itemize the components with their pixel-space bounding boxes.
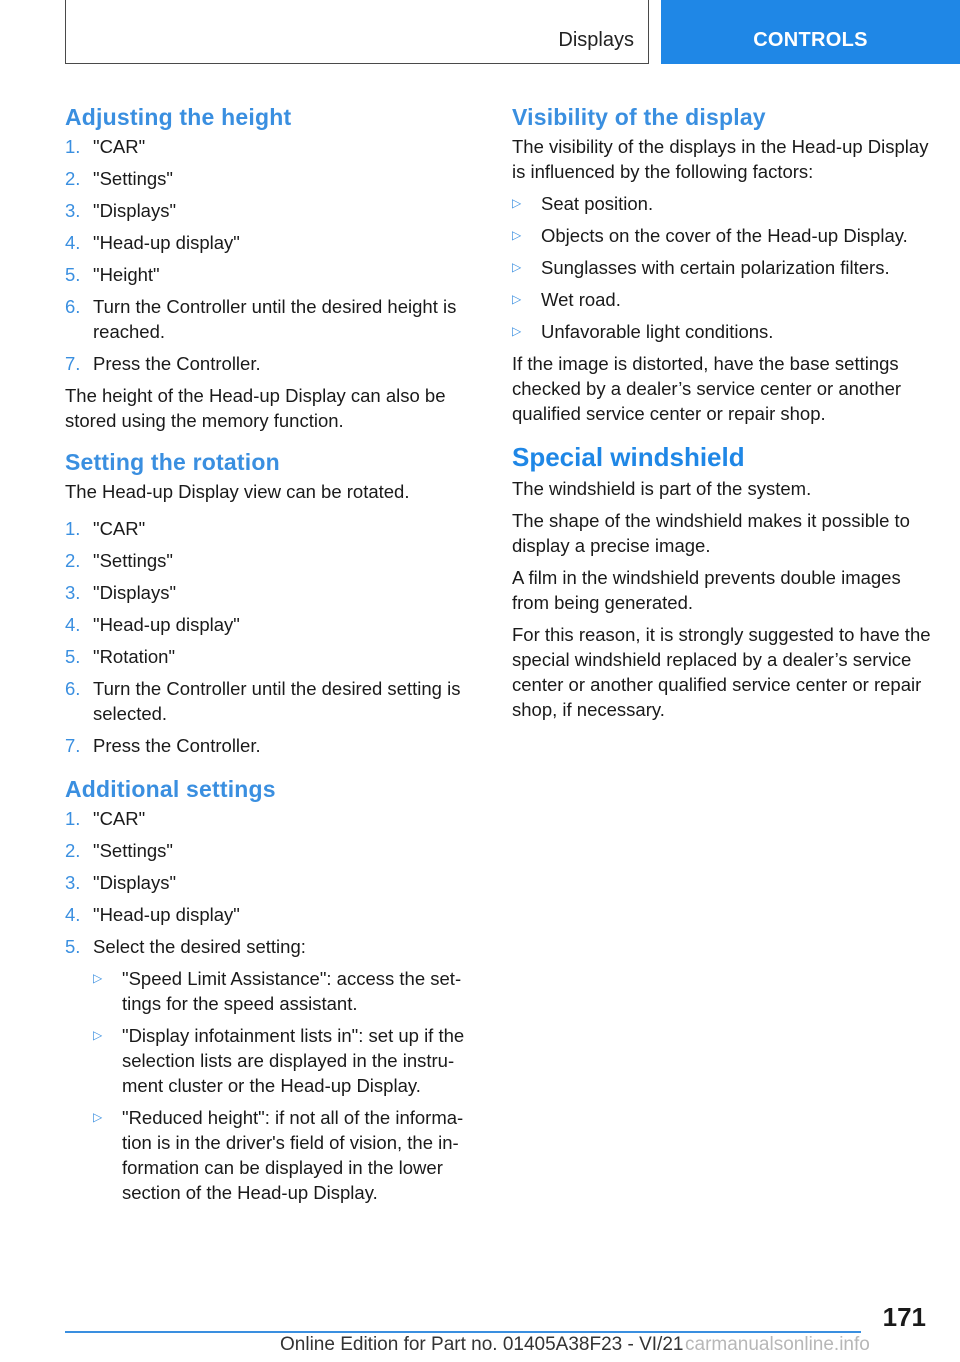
visibility-intro: The visibility of the displays in the Head-up Display is influenced by the following factors:	[512, 136, 929, 182]
list-item: 6 . Turn the Controller until the desired height is reached.	[65, 294, 480, 344]
heading-special-windshield: Special windshield	[512, 442, 745, 472]
list-item: 3 . "Displays"	[65, 580, 480, 605]
list-item: 7 . Press the Controller.	[65, 351, 480, 376]
list-item: 4 . "Head-up display"	[65, 902, 480, 927]
list-item: 4 . "Head-up display"	[65, 612, 480, 637]
left-column	[65, 100, 480, 1212]
list-item: 5 . "Height"	[65, 262, 480, 287]
setting-options	[93, 966, 480, 1205]
list-item: ▷ Seat position.	[512, 193, 654, 214]
triangle-bullet-icon: ▷	[512, 228, 522, 242]
triangle-bullet-icon: ▷	[93, 1110, 103, 1124]
heading-additional-settings: Additional settings	[65, 776, 276, 802]
triangle-bullet-icon: ▷	[512, 292, 522, 306]
list-item: 2 . "Settings"	[65, 838, 480, 863]
list-item: ▷ "Reduced height": if not all of the information is in the driver's field of vision, the information can be displayed in the lower section of the Head-up Display.	[93, 1107, 464, 1203]
list-item: 1 . "CAR"	[65, 134, 480, 159]
list-item: 5 . Select the desired setting: ▷ "Speed Limit Assistance": access the settings for the speed assistant. ▷ "Display infotainment lists in": set up if the selection lists are displayed in the instrument cluster or the Head-up Display. ▷ "Reduced height": if not all of the information is in the driver's field of vision, the information can be displayed in the lower section of the Head-up Display.	[65, 934, 480, 1205]
right-column	[512, 100, 932, 729]
height-steps	[65, 134, 480, 376]
section-title: Displays	[558, 29, 634, 51]
edition-text: Online Edition for Part no. 01405A38F23 - VI/21	[280, 1334, 684, 1355]
visibility-factors	[512, 191, 932, 344]
list-item: 2 . "Settings"	[65, 166, 480, 191]
triangle-bullet-icon: ▷	[93, 971, 103, 985]
windshield-paragraph: The windshield is part of the system.	[512, 478, 812, 499]
triangle-bullet-icon: ▷	[512, 260, 522, 274]
header-section-tab	[65, 0, 649, 64]
additional-steps	[65, 806, 480, 1205]
windshield-paragraph: A film in the windshield prevents double images from being generated.	[512, 567, 901, 613]
windshield-paragraph: For this reason, it is strongly suggested to have the special windshield replaced by a dealer’s service center or another qualified service center or repair shop, if necessary.	[512, 624, 931, 720]
list-item: 4 . "Head-up display"	[65, 230, 480, 255]
list-item: 3 . "Displays"	[65, 198, 480, 223]
list-item: ▷ Objects on the cover of the Head-up Display.	[512, 225, 908, 246]
page-number: 171	[882, 1302, 926, 1332]
windshield-paragraph: The shape of the windshield makes it possible to display a precise image.	[512, 510, 910, 556]
heading-adjusting-height: Adjusting the height	[65, 104, 292, 130]
triangle-bullet-icon: ▷	[93, 1028, 103, 1042]
visibility-note: If the image is distorted, have the base settings checked by a dealer’s service center or another qualified service center or repair shop.	[512, 353, 902, 424]
list-item: 1 . "CAR"	[65, 516, 480, 541]
list-item: 5 . "Rotation"	[65, 644, 480, 669]
list-item: ▷ "Speed Limit Assistance": access the settings for the speed assistant.	[93, 968, 462, 1014]
list-item: 3 . "Displays"	[65, 870, 480, 895]
list-item: 2 . "Settings"	[65, 548, 480, 573]
list-item: 6 . Turn the Controller until the desired setting is selected.	[65, 676, 480, 726]
rotation-intro: The Head-up Display view can be rotated.	[65, 481, 410, 502]
list-item: 1 . "CAR"	[65, 806, 480, 831]
list-item: ▷ Unfavorable light conditions.	[512, 321, 774, 342]
list-item: ▷ Wet road.	[512, 289, 621, 310]
footer-divider	[65, 1331, 861, 1333]
heading-setting-rotation: Setting the rotation	[65, 449, 280, 475]
triangle-bullet-icon: ▷	[512, 324, 522, 338]
heading-visibility: Visibility of the display	[512, 104, 766, 130]
list-item: ▷ Sunglasses with certain polarization filters.	[512, 257, 890, 278]
triangle-bullet-icon: ▷	[512, 196, 522, 210]
chapter-title: CONTROLS	[753, 29, 868, 51]
watermark-text: carmanualsonline.info	[685, 1334, 870, 1355]
rotation-steps	[65, 516, 480, 758]
list-item: 7 . Press the Controller.	[65, 733, 480, 758]
header-chapter-tab	[661, 0, 960, 64]
height-memory-note: The height of the Head-up Display can also be stored using the memory function.	[65, 385, 446, 431]
list-item: ▷ "Display infotainment lists in": set up if the selection lists are displayed in the instrument cluster or the Head-up Display.	[93, 1025, 465, 1096]
